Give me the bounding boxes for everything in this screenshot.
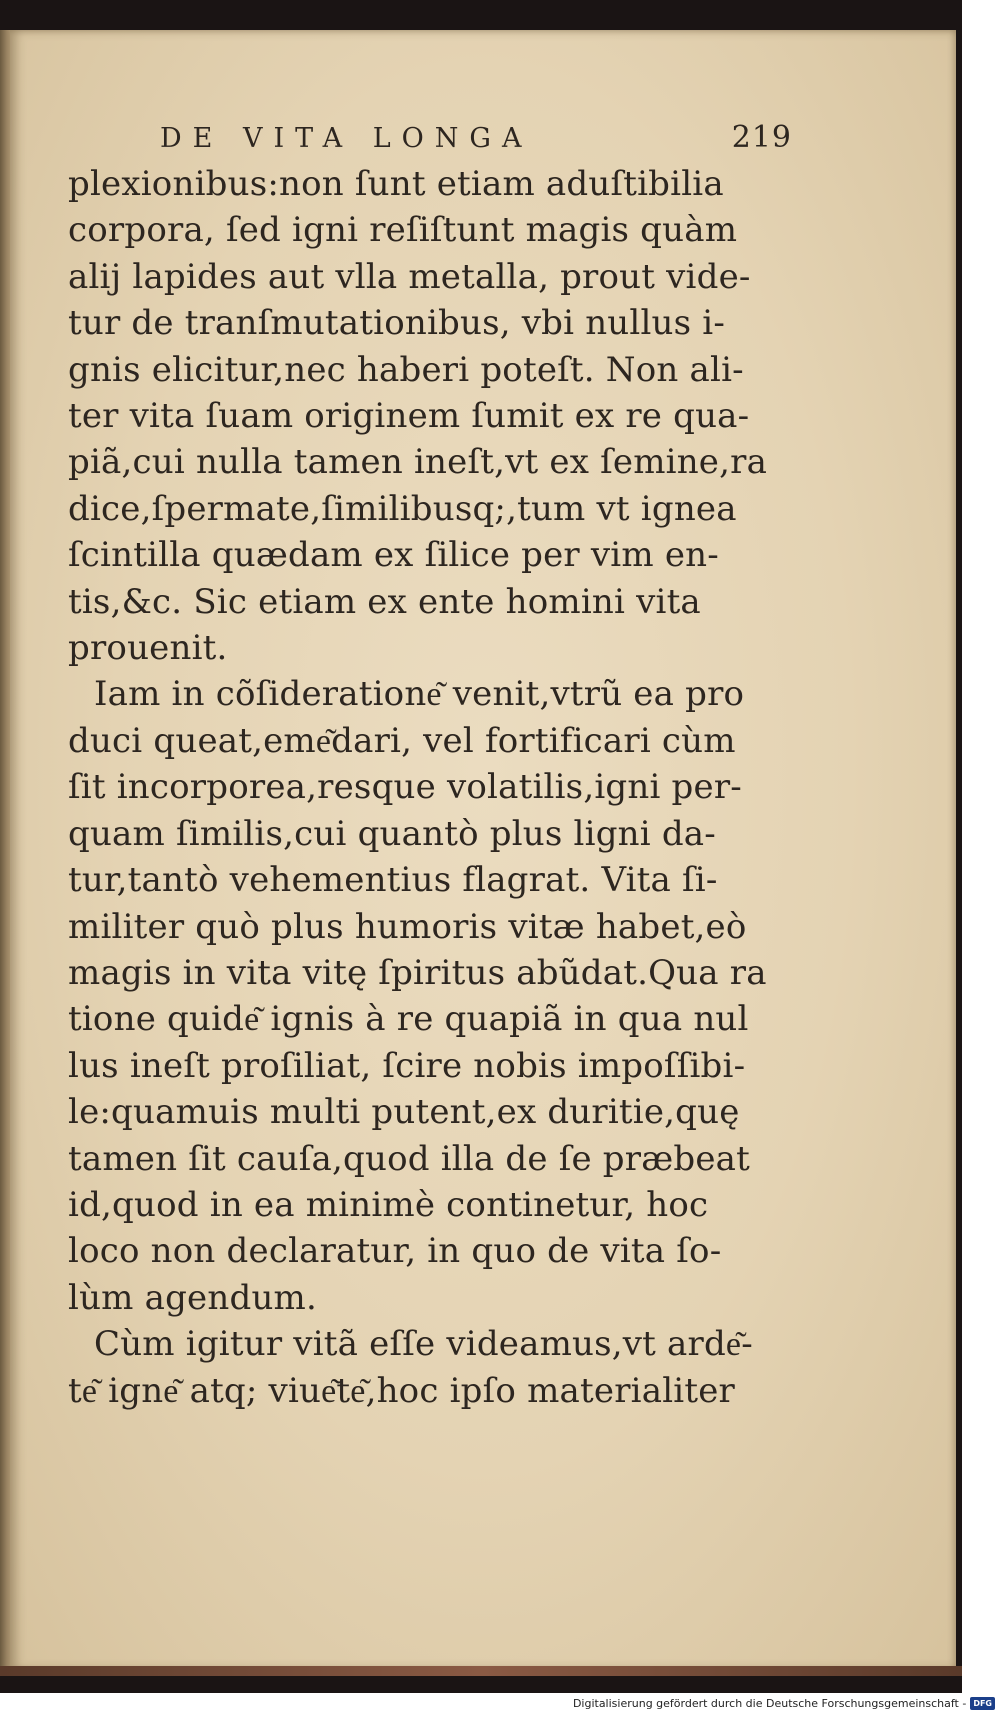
text-line: prouenit. <box>68 628 228 669</box>
running-head-title: DE VITA LONGA <box>160 123 533 154</box>
text-line: lus ineſt proſiliat, ſcire nobis impoſſibi- <box>68 1045 746 1086</box>
text-line: piã,cui nulla tamen ineſt,vt ex ſemine,ra <box>68 442 768 483</box>
text-line: lùm agendum. <box>68 1277 317 1318</box>
text-line: dice,ſpermate,ſimilibusq;,tum vt ignea <box>68 488 737 529</box>
text-line: alij lapides aut vlla metalla, prout vide- <box>68 256 751 297</box>
text-line: tur,tantò vehementius flagrat. Vita ſi- <box>68 860 718 901</box>
text-line: tur de tranſmutationibus, vbi nullus i- <box>68 303 726 344</box>
book-cover-edge <box>0 1666 962 1676</box>
page-text-block <box>68 120 798 1414</box>
text-line: duci queat,eme͂dari, vel fortificari cùm <box>68 720 736 761</box>
text-line: gnis elicitur,nec haberi poteſt. Non ali- <box>68 349 744 390</box>
text-line: magis in vita vitę ſpiritus abũdat.Qua ra <box>68 952 767 993</box>
text-line: te͂ igne͂ atq; viue͂te͂,hoc ipſo materialiter <box>68 1370 735 1411</box>
text-line: corpora, ſed igni reſiſtunt magis quàm <box>68 210 738 251</box>
text-line: tione quide͂ ignis à re quapiã in qua nul <box>68 999 749 1040</box>
text-line: plexionibus:non ſunt etiam aduſtibilia <box>68 164 724 204</box>
text-line: ter vita ſuam originem ſumit ex re qua- <box>68 396 750 437</box>
text-line: loco non declaratur, in quo de vita ſo- <box>68 1231 722 1272</box>
text-line: quam ſimilis,cui quantò plus ligni da- <box>68 813 716 854</box>
text-line: ſit incorporea,resque volatilis,igni per- <box>68 767 742 808</box>
text-line: Cùm igitur vitã eſſe videamus,vt arde͂- <box>94 1324 753 1365</box>
page-number: 219 <box>731 120 792 155</box>
running-head <box>68 120 798 155</box>
text-line: id,quod in ea minimè continetur, hoc <box>68 1184 709 1225</box>
text-line: ſcintilla quædam ex ſilice per vim en- <box>68 535 719 576</box>
text-line: tamen ſit cauſa,quod illa de ſe præbeat <box>68 1138 751 1179</box>
footer-credit: Digitalisierung gefördert durch die Deutsche Forschungsgemeinschaft - <box>572 1696 967 1710</box>
dfg-logo-icon: DFG <box>970 1697 995 1710</box>
body-text <box>68 161 798 1414</box>
text-line: le:quamuis multi putent,ex duritie,quę <box>68 1092 740 1133</box>
footer <box>540 1695 995 1711</box>
text-line: tis,&c. Sic etiam ex ente homini vita <box>68 581 701 622</box>
text-line: militer quò plus humoris vitæ habet,eò <box>68 906 747 947</box>
text-line: Iam in cõſideratione͂ venit,vtrũ ea pro <box>94 674 745 715</box>
